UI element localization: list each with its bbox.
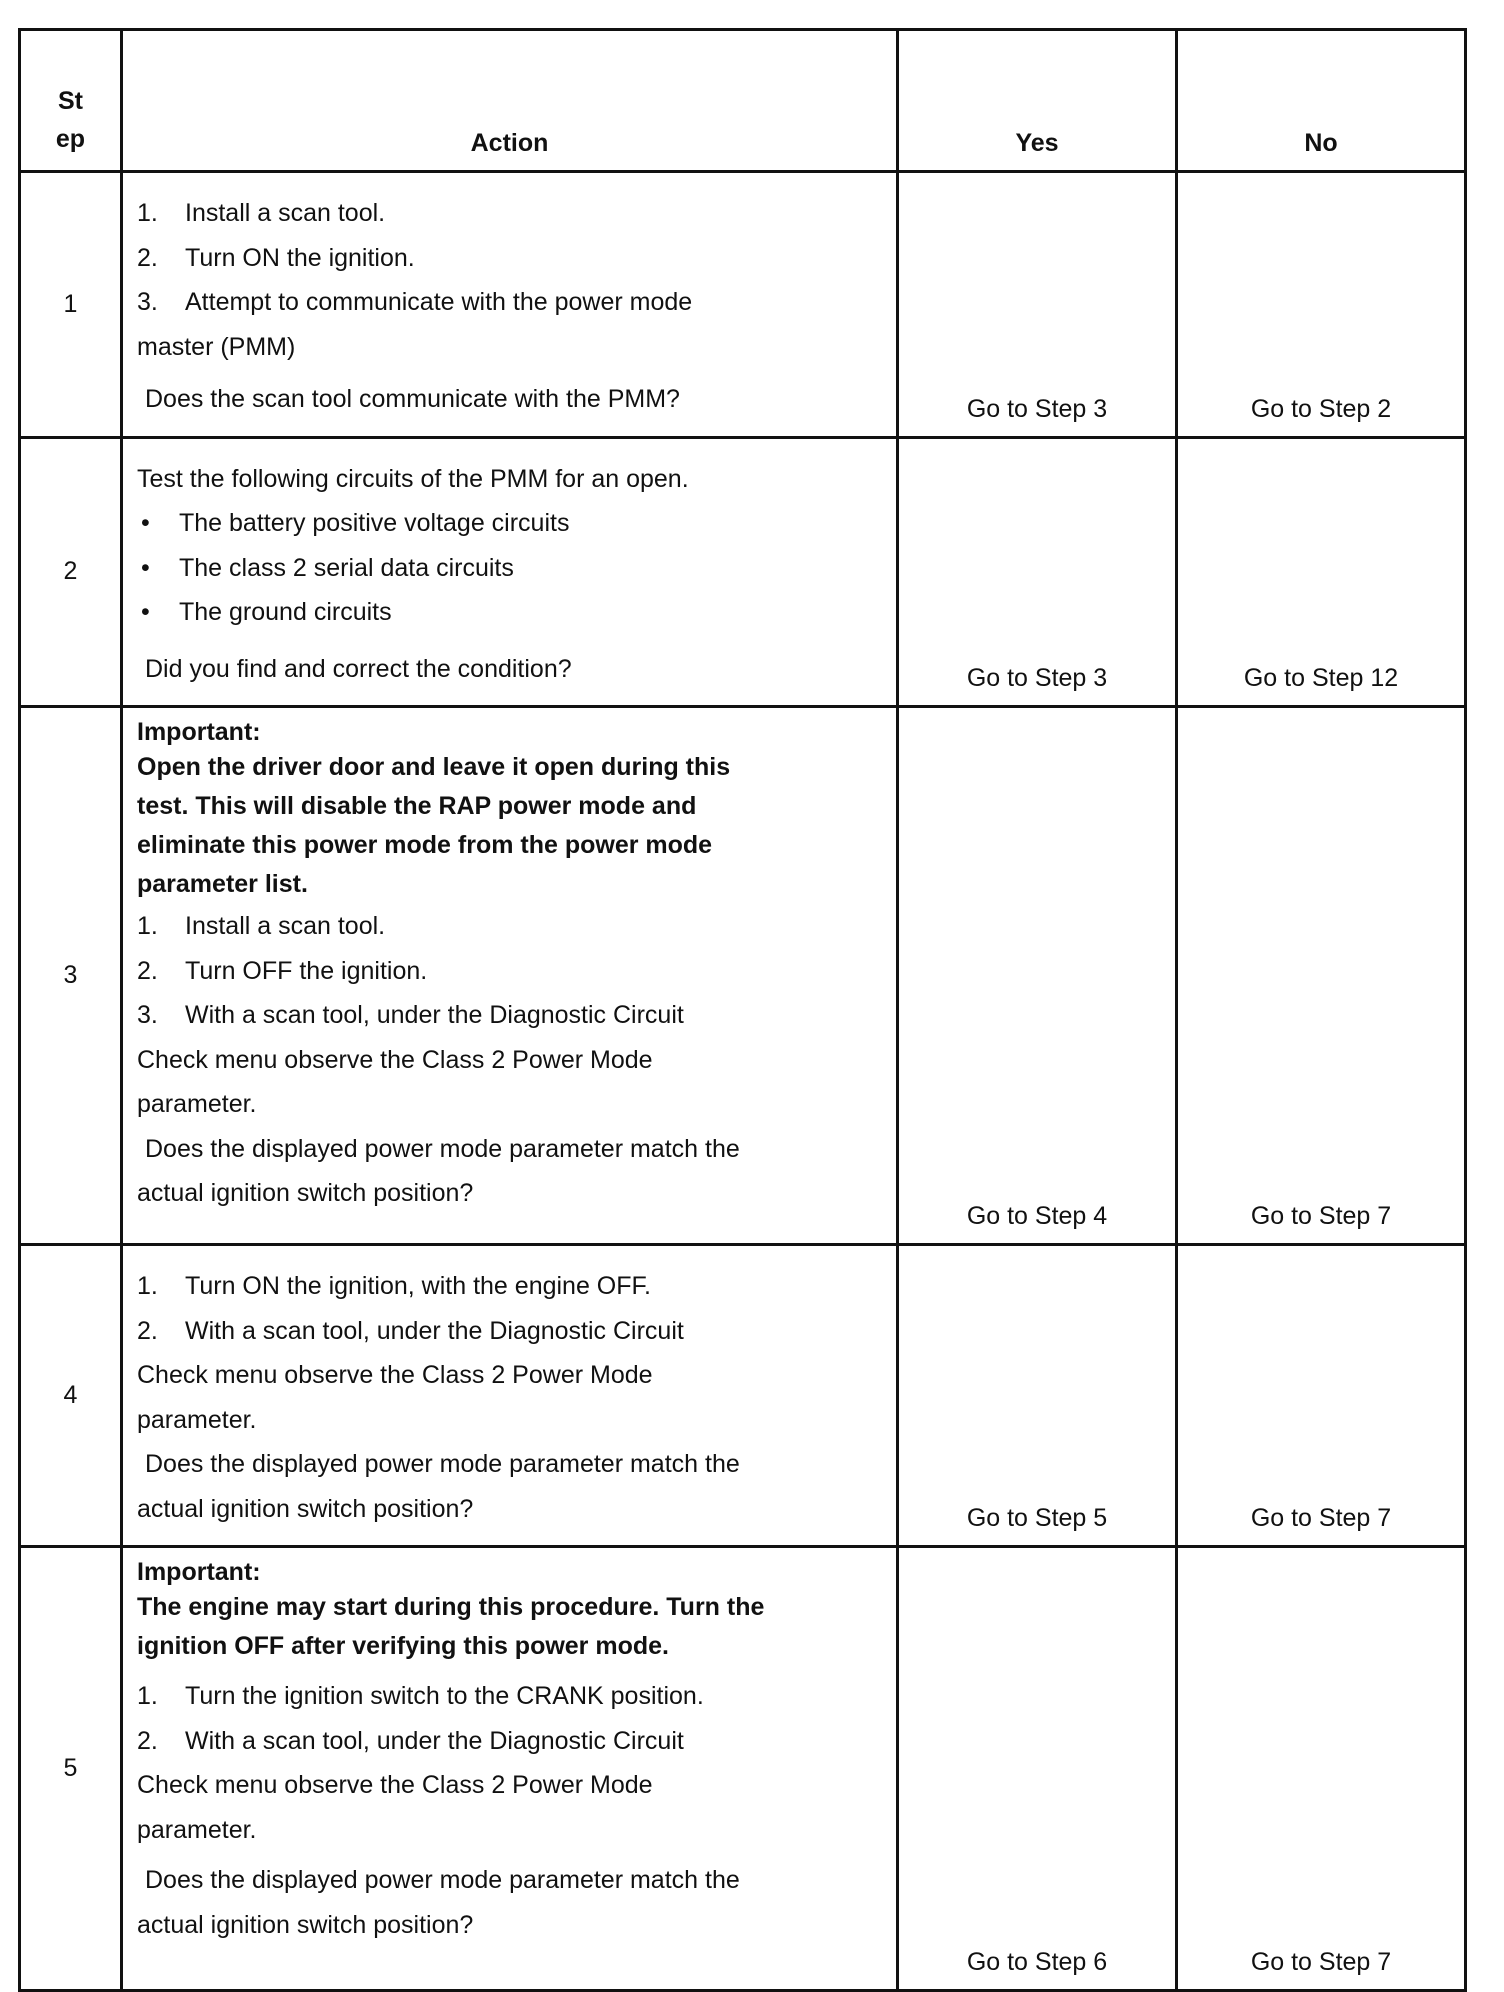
list-text: Turn ON the ignition.: [185, 243, 415, 272]
intro-text: Test the following circuits of the PMM for an open.: [137, 464, 689, 493]
list-number: 1.: [137, 1682, 158, 1710]
no-cell: Go to Step 7: [1177, 1547, 1466, 1991]
header-yes: Yes: [898, 30, 1177, 172]
bullet-item: [137, 501, 882, 546]
important-title: Important:: [137, 718, 261, 746]
diagnostic-table-sheet: [18, 28, 1464, 1992]
bullet-item: [137, 590, 882, 635]
step-number: 4: [20, 1245, 122, 1547]
question-text-continued: actual ignition switch position?: [137, 1179, 474, 1207]
list-number: 3.: [137, 1001, 158, 1029]
yes-cell: Go to Step 3: [898, 172, 1177, 438]
bullet-icon: •: [141, 598, 150, 626]
question-text: Does the scan tool communicate with the PMM?: [145, 385, 680, 413]
question-text: Does the displayed power mode parameter match the: [145, 1866, 740, 1894]
no-cell: Go to Step 12: [1177, 437, 1466, 707]
important-line: Open the driver door and leave it open during this: [137, 753, 731, 781]
list-item: [137, 1674, 882, 1719]
header-no: No: [1177, 30, 1466, 172]
yes-cell: Go to Step 5: [898, 1245, 1177, 1547]
list-item: [137, 191, 882, 236]
step-number: 2: [20, 437, 122, 707]
list-text: With a scan tool, under the Diagnostic Circuit: [185, 1001, 684, 1029]
important-line: ignition OFF after verifying this power mode.: [137, 1632, 669, 1660]
list-text: Turn OFF the ignition.: [185, 956, 428, 985]
list-item: [137, 904, 882, 949]
list-number: 1.: [137, 199, 158, 227]
list-text: Turn ON the ignition, with the engine OFF.: [185, 1272, 651, 1300]
list-number: 2.: [137, 956, 158, 985]
question-text-continued: actual ignition switch position?: [137, 1910, 474, 1939]
list-item: [137, 1309, 882, 1354]
list-continuation: master (PMM): [137, 332, 296, 361]
list-continuation: Check menu observe the Class 2 Power Mode: [137, 1771, 653, 1799]
list-number: 2.: [137, 1726, 158, 1755]
list-continuation: Check menu observe the Class 2 Power Mode: [137, 1361, 653, 1389]
list-number: 1.: [137, 1272, 158, 1300]
list-number: 3.: [137, 288, 158, 316]
no-cell: Go to Step 2: [1177, 172, 1466, 438]
question-text: Did you find and correct the condition?: [145, 654, 572, 683]
important-line: parameter list.: [137, 870, 308, 898]
action-cell: [122, 437, 898, 707]
list-item: [137, 280, 882, 325]
list-item: [137, 993, 882, 1038]
list-text: With a scan tool, under the Diagnostic Circuit: [185, 1316, 684, 1345]
action-cell: [122, 707, 898, 1245]
step-number: 1: [20, 172, 122, 438]
step-number: 5: [20, 1547, 122, 1991]
list-text: Install a scan tool.: [185, 912, 386, 940]
table-row-step-4: [20, 1245, 1466, 1547]
list-number: 1.: [137, 912, 158, 940]
bullet-item: [137, 546, 882, 591]
header-step-line1: St: [58, 87, 83, 115]
table-row-step-5: [20, 1547, 1466, 1991]
bullet-text: The battery positive voltage circuits: [179, 509, 570, 537]
list-continuation: Check menu observe the Class 2 Power Mode: [137, 1045, 653, 1074]
important-title: Important:: [137, 1558, 261, 1586]
no-cell: Go to Step 7: [1177, 1245, 1466, 1547]
important-line: test. This will disable the RAP power mode and: [137, 792, 697, 820]
step-number: 3: [20, 707, 122, 1245]
list-item: [137, 949, 882, 994]
list-text: Turn the ignition switch to the CRANK position.: [185, 1682, 704, 1710]
bullet-icon: •: [141, 553, 150, 582]
table-row-step-3: [20, 707, 1466, 1245]
list-item: [137, 1719, 882, 1764]
header-step: [20, 30, 122, 172]
action-cell: [122, 172, 898, 438]
list-text: With a scan tool, under the Diagnostic Circuit: [185, 1726, 684, 1755]
list-text: Attempt to communicate with the power mode: [185, 288, 693, 316]
list-number: 2.: [137, 1316, 158, 1345]
no-cell: Go to Step 7: [1177, 707, 1466, 1245]
list-continuation: parameter.: [137, 1090, 257, 1118]
question-text: Does the displayed power mode parameter match the: [145, 1450, 740, 1478]
important-line: The engine may start during this procedure. Turn the: [137, 1593, 765, 1621]
question-text-continued: actual ignition switch position?: [137, 1494, 474, 1523]
header-step-line2: ep: [55, 125, 86, 153]
list-number: 2.: [137, 243, 158, 272]
action-cell: [122, 1547, 898, 1991]
table-row-step-2: [20, 437, 1466, 707]
list-text: Install a scan tool.: [185, 199, 386, 227]
list-continuation: parameter.: [137, 1815, 257, 1844]
header-action: Action: [122, 30, 898, 172]
yes-cell: Go to Step 3: [898, 437, 1177, 707]
yes-cell: Go to Step 4: [898, 707, 1177, 1245]
header-row: [20, 30, 1466, 172]
important-line: eliminate this power mode from the power mode: [137, 831, 713, 859]
list-item: [137, 236, 882, 281]
bullet-text: The class 2 serial data circuits: [179, 553, 514, 582]
question-text: Does the displayed power mode parameter match the: [145, 1134, 740, 1163]
list-continuation: parameter.: [137, 1405, 257, 1434]
yes-cell: Go to Step 6: [898, 1547, 1177, 1991]
diagnostic-table: [18, 28, 1467, 1992]
list-item: [137, 1264, 882, 1309]
bullet-icon: •: [141, 509, 150, 537]
bullet-text: The ground circuits: [179, 598, 392, 626]
action-cell: [122, 1245, 898, 1547]
table-row-step-1: [20, 172, 1466, 438]
